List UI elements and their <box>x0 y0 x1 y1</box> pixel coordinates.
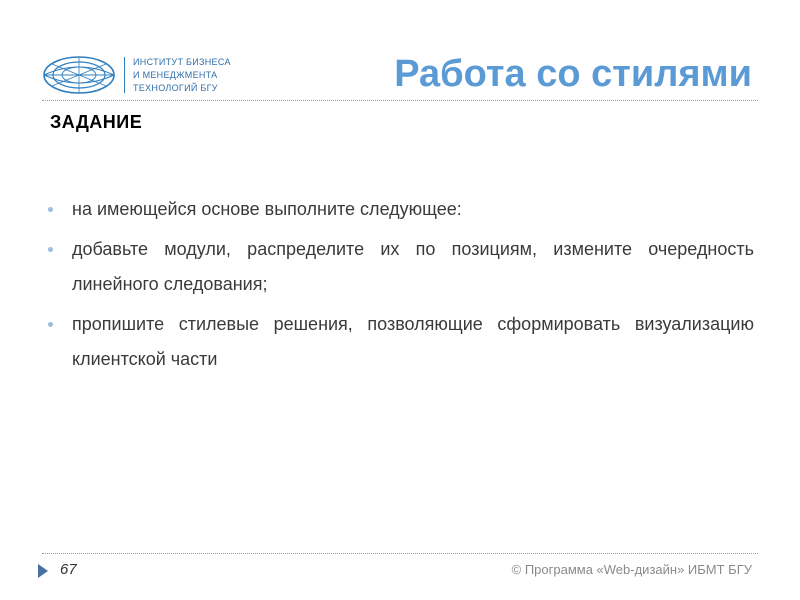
bullet-text: добавьте модули, распределите их по позициям, измените очередность линейного следования; <box>72 239 754 294</box>
slide-title: Работа со стилями <box>394 53 752 95</box>
bullet-list <box>48 192 754 382</box>
bullet-item <box>48 307 754 377</box>
logo-text <box>133 56 231 95</box>
logo-divider <box>124 57 125 93</box>
globe-icon <box>42 55 116 95</box>
logo-line-2: И МЕНЕДЖМЕНТА <box>133 69 218 80</box>
bullet-text: на имеющейся основе выполните следующее: <box>72 199 462 219</box>
bullet-dot-icon <box>48 247 53 252</box>
page-number: 67 <box>60 561 77 578</box>
bullet-item <box>48 192 754 227</box>
logo-line-1: ИНСТИТУТ БИЗНЕСА <box>133 56 231 67</box>
bullet-text: пропишите стилевые решения, позволяющие сформировать визуализацию клиентской части <box>72 314 754 369</box>
logo-line-3: ТЕХНОЛОГИЙ БГУ <box>133 82 218 93</box>
triangle-right-icon[interactable] <box>38 564 48 578</box>
section-heading: ЗАДАНИЕ <box>50 112 143 132</box>
bullet-item <box>48 232 754 302</box>
header-divider <box>42 100 758 101</box>
bullet-dot-icon <box>48 207 53 212</box>
footer-divider <box>42 553 758 554</box>
institute-logo <box>42 55 231 95</box>
bullet-dot-icon <box>48 322 53 327</box>
footer-copyright: © Программа «Web-дизайн» ИБМТ БГУ <box>511 562 752 577</box>
